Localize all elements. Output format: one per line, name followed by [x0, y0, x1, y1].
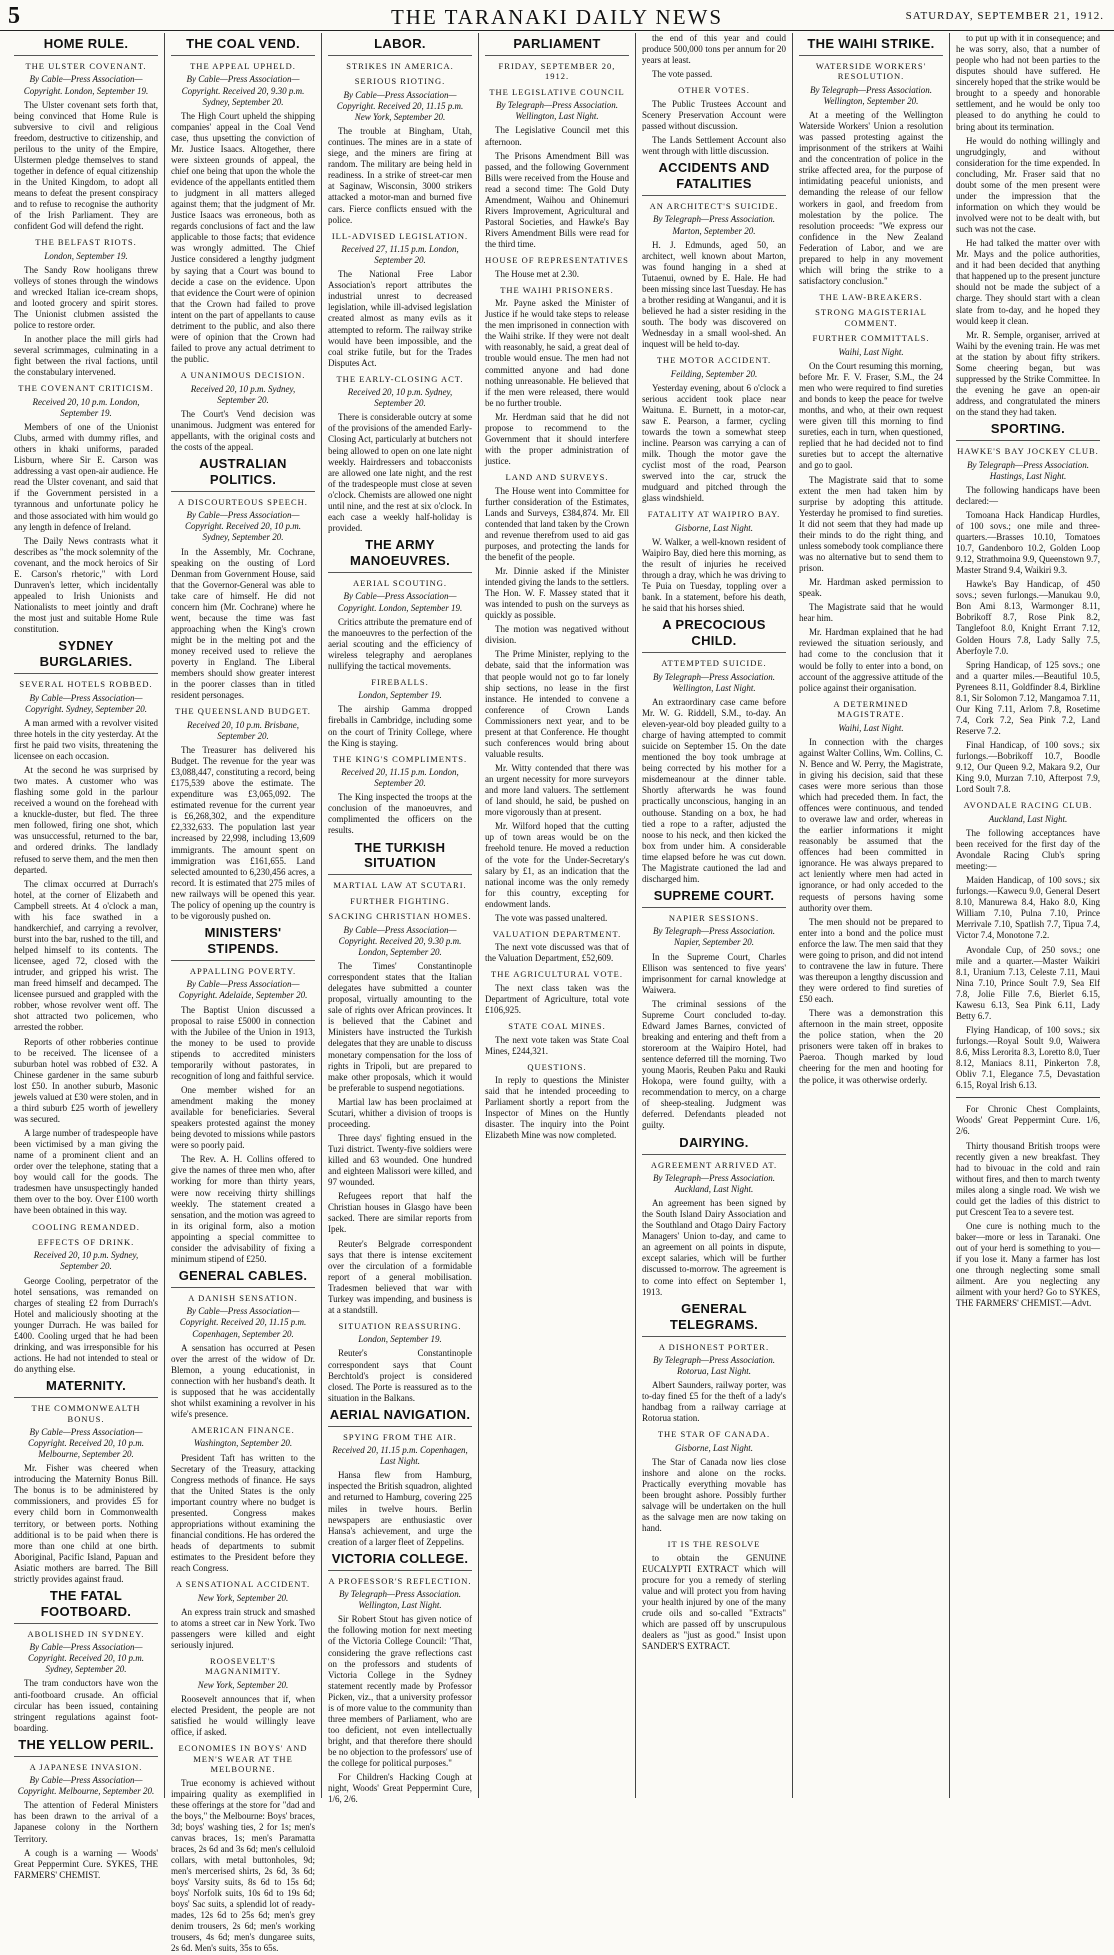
article-dateline: London, September 19. [358, 1334, 442, 1345]
page-number: 5 [8, 3, 20, 29]
article-paragraph: Yesterday evening, about 6 o'clock a serious accident took place near Waituna. E. Burnett, in a motor-car, saw E. Pearson, a farmer, cycling towards the town a somewhat steep incline. Pearson was carrying a can of milk. Though the motor gave the cyclist most of the road, Pearson swerved into the car, struck the mudguard and pitched through the glass windshield. [642, 382, 786, 504]
article-headline: GENERAL CABLES. [171, 1268, 315, 1288]
article-dateline: By Cable—Press Association—Copyright. Sydney, September 20. [25, 692, 147, 714]
article-subheading: SACKING CHRISTIAN HOMES. [328, 911, 472, 922]
article-paragraph: An extraordinary case came before Mr. W. G. Riddell, S.M., to-day. An eleven-year-old boy pleaded guilty to a charge of having attempted to commit suicide on September 15. On the date mentioned the boy took umbrage at being corrected by his mother for a misdemeanour at the dinner table. Shortly afterwards he was found practically unconscious, hanging in an outhouse. Standing on a box, he had tied a rope to a rafter, adjusted the noose to his neck, and then kicked the box from under him. A considerable time elapsed before he was cut down. The Magistrate cautioned the lad and discharged him. [642, 696, 786, 884]
article-paragraph: In the Assembly, Mr. Cochrane, speaking on the ousting of Lord Denman from Government House, said that the Governor-General was able to take care of himself. He did not concern him (Mr. Cochrane) where he went, because the time was fast approaching when the King's crown might be in the melting pot and the money received used to relieve the poverty in England. The Liberal members should show greater interest in the poorer classes than in titled resident personages. [171, 546, 315, 701]
article-subheading: SPYING FROM THE AIR. [343, 1431, 457, 1442]
article-paragraph: A man armed with a revolver visited three hotels in the city yesterday. At the first he paid two visits, threatening the licensee on each occasion. [14, 717, 158, 761]
article-headline: A PRECOCIOUS CHILD. [642, 617, 786, 653]
article-paragraph: to put up with it in consequence; and he was sorry, also, that a number of people who had not been parties to the disputes should have suffered. He sincerely hoped that the strike would be brought to a speedy and honorable settlement, and he would be only too pleased to do anything he could to bring about its termination. [956, 33, 1100, 132]
article-paragraph: The Lands Settlement Account also went through with little discussion. [642, 134, 786, 156]
article-headline: SYDNEY BURGLARIES. [14, 638, 158, 674]
article-dateline: Washington, September 20. [193, 1438, 293, 1449]
column-divider [956, 1097, 1100, 1098]
article-dateline: By Cable—Press Association—Copyright. Received 20, 10 p.m. Sydney, September 20. [28, 1642, 144, 1675]
column-4 [478, 33, 635, 1798]
article-subheading: THE STAR OF CANADA. [657, 1429, 771, 1440]
article-paragraph: Maiden Handicap, of 100 sovs.; six furlongs.—Kawecu 9.0, General Desert 8.10, Manurewa 8.4, Hako 8.0, King William 7.10, Pulna 7.10, Prince Merrivale 7.10, Spatlish 7.7, Tipua 7.4, Victor 7.4, Monotone 7.2. [956, 875, 1100, 941]
article-subheading: MARTIAL LAW AT SCUTARI. [333, 880, 467, 891]
article-paragraph: An agreement has been signed by the South Island Dairy Association and the Southland and Otago Dairy Factory Managers' Union to-day, and came to an agreement on all points in dispute, except salaries, which will be further discussed to-morrow. The agreement is to come into effect on September 1, 1913. [642, 1198, 786, 1297]
article-paragraph: The following acceptances have been received for the first day of the Avondale Racing Club's spring meeting:— [956, 827, 1100, 872]
article-subheading: AN ARCHITECT'S SUICIDE. [649, 200, 779, 211]
article-subheading: THE ULSTER COVENANT. [25, 60, 147, 71]
article-subheading: WATERSIDE WORKERS' RESOLUTION. [815, 60, 927, 82]
article-headline: DAIRYING. [642, 1135, 786, 1155]
article-subheading: THE MOTOR ACCIDENT. [656, 355, 772, 366]
article-paragraph: The criminal sessions of the Supreme Court concluded to-day. Edward James Barnes, convicted of breaking and entering and theft from a storeroom at the Waipiro Hotel, had sentence deferred till the morning. Two young Maoris, Reuben Paku and Rauki Hokopa, were found guilty, with a recommendation to mercy, on a charge of sheep-stealing. Judgment was deferred. Defendants pleaded not guilty. [642, 998, 786, 1131]
article-paragraph: An express train struck and smashed to atoms a street car in New York. Two passengers were killed and eight seriously injured. [171, 1606, 315, 1650]
article-paragraph: Hawke's Bay Handicap, of 450 sovs.; seven furlongs.—Manukau 9.0, Bon Ami 8.13, Warmonger 8.11, Bobrikoff 8.7, Rose Pink 8.2, Tanglefoot 8.0, Knight Errant 7.12, Golden Hours 7.8, Lady Sally 7.5, Aberfoyle 7.0. [956, 579, 1100, 656]
article-paragraph: Albert Saunders, railway porter, was to-day fined £5 for the theft of a lady's handbag from a railway carriage at Rotorua station. [642, 1380, 786, 1424]
article-subheading: HOUSE OF REPRESENTATIVES [485, 255, 629, 266]
article-paragraph: In reply to questions the Minister said that he intended proceeding to Parliament shortly a report from the Inspector of Mines on the Huntly disaster. The inquiry into the Point Elizabeth Mine was now completed. [485, 1075, 629, 1141]
article-paragraph: The Court's Vend decision was unanimous. Judgment was entered for appellants, with the original costs and the costs of the appeal. [171, 408, 315, 452]
newspaper-title: THE TARANAKI DAILY NEWS [390, 5, 724, 29]
article-paragraph: Roosevelt announces that if, when elected President, the people are not satisfied he would willingly leave office, if asked. [171, 1693, 315, 1738]
article-subheading: A JAPANESE INVASION. [29, 1761, 143, 1772]
article-paragraph: The Magistrate said that to some extent the men had taken him by surprise by adopting this attitude. Yesterday he promised to find sureties. It did not seem that they had made up their minds to do the right thing, and unless somebody took compliance there was no alternative but to send them to prison. [799, 474, 943, 574]
article-dateline: By Cable—Press Association—Copyright. Received 20, 10 p.m. Melbourne, September 20. [28, 1427, 144, 1460]
article-headline: THE TURKISH SITUATION [328, 840, 472, 876]
article-paragraph: At the second he was surprised by two mates. A customer who was flashing some gold in the parlour received a wound on the forehead with a knuckle-duster, but fled. The three men followed, firing one shot, which was unsuccessful, returned to the bar, and ordered drinks. The landlady refused to serve them, and the men then departed. [14, 765, 158, 875]
article-paragraph: The King inspected the troops at the conclusion of the manoeuvres, and complimented the officers on the results. [328, 792, 472, 836]
article-dateline: Auckland, Last Night. [988, 813, 1068, 824]
column-1 [8, 33, 164, 1880]
article-paragraph: There is considerable outcry at some of the provisions of the amended Early-Closing Act, particularly at butchers not being allowed to open on one late night weekly. Hairdressers and tobacconists are allowed one late night, and the rest of the tradespeople must close at seven o'clock. Chemists are allowed one night until nine, and the rest at six o'clock. In each case a weekly half-holiday is provided. [328, 412, 472, 533]
article-subheading: A DISHONEST PORTER. [658, 1341, 770, 1352]
article-paragraph: The following handicaps have been declared:— [956, 484, 1100, 506]
article-dateline: Gisborne, Last Night. [674, 522, 753, 533]
article-subheading: FIREBALLS. [371, 676, 429, 687]
article-headline: THE ARMY MANOEUVRES. [328, 537, 472, 573]
article-paragraph: He would do nothing willingly and ungrudgingly, and without consideration for the time expended. In concluding, Mr. Fraser said that no doubt some of the men present were under the impression that the information on which they would be involved were not to be dealt with, but such was not the case. [956, 135, 1100, 235]
article-paragraph: Three days' fighting ensued in the Tuzi district. Twenty-five soldiers were killed and 63 wounded. One hundred and eighteen Malissori were killed, and 97 wounded. [328, 1132, 472, 1188]
article-subheading: OTHER VOTES. [678, 85, 750, 96]
article-paragraph: The motion was negatived without division. [485, 624, 629, 646]
article-paragraph: The Prime Minister, replying to the debate, said that the information was that people would not go to far lonely ship sections, no lease in the first instance. He intended to convene a conference of Crown Lands Commissioners next year, and to be present at that Conference. He thought such conferences would bring about valuable results. [485, 649, 629, 759]
article-paragraph: He had talked the matter over with Mr. Mays and the police authorities, and it had been decided that anything that happened up to the present juncture should not be made the subject of a charge. They should start with a clean slate from to-day, and he hoped they would keep it clean. [956, 238, 1100, 326]
article-paragraph: The Treasurer has delivered his Budget. The revenue for the year was £3,088,447, constituting a record, being £175,539 above the estimate. The expenditure was £3,065,092. The estimated revenue for the current year is £6,268,302, and the expenditure £2,332,633. The population last year increased by 22,998, including 13,609 immigrants. The amount spent on immigration was £161,655. Land selected amounted to 6,230,456 acres, a record. It is estimated that 275 miles of new railways will be opened this year. The policy of opening up the country is to be vigorously pushed on. [171, 744, 315, 921]
article-paragraph: Mr. Hardman explained that he had reviewed the situation seriously, and had come to the conclusion that it would be folly to enter into a bond, on account of the aggressive attitude of the police against their organisation. [799, 627, 943, 693]
article-subheading: THE BELFAST RIOTS. [35, 237, 137, 248]
article-dateline: Feilding, September 20. [670, 368, 758, 379]
article-subheading: FURTHER COMMITTALS. [812, 333, 930, 344]
article-dateline: New York, September 20. [197, 1679, 289, 1690]
article-paragraph: Sir Robert Stout has given notice of the following motion for next meeting of the Victoria College Council: "That, considering the grave reflections cast on the professors and students of Victoria College in the Sydney statement recently made by Professor Picken, viz., that a university professor is of more value to the community than three members of Parliament, who are too deficient, not even intellectually bright, and that therefore there should be no objection to the professors' use of the college for political purposes." [328, 1614, 472, 1769]
article-subheading: THE KING'S COMPLIMENTS. [332, 753, 468, 764]
article-dateline: By Telegraph—Press Association. Wellington, Last Night. [496, 100, 618, 122]
article-dateline: By Telegraph—Press Association. Wellington, Last Night. [339, 1589, 461, 1611]
article-paragraph: For Chronic Chest Complaints, Woods' Great Peppermint Cure. 1/6, 2/6. [956, 1104, 1100, 1137]
article-paragraph: In the Supreme Court, Charles Ellison was sentenced to five years' imprisonment for carnal knowledge at Waiwera. [642, 951, 786, 995]
issue-date: SATURDAY, SEPTEMBER 21, 1912. [905, 10, 1104, 22]
article-paragraph: The Sandy Row hooligans threw volleys of stones through the windows and wrecked Italian ice-cream shops, and looted grocery and spirit stores. The Unionist clubmen assisted the police to restore order. [14, 264, 158, 331]
article-subheading: THE APPEAL UPHELD. [190, 60, 296, 71]
article-paragraph: There was a demonstration this afternoon in the main street, opposite the police station, when the 20 prisoners were taken off in brakes to Paeroa. Though marked by loud cheering for the men and hooting for the police, it was otherwise orderly. [799, 1008, 943, 1085]
article-paragraph: Thirty thousand British troops were recently given a new breakfast. They had to bivouac in the cold and rain without fires, and then to march twenty miles along a single road. We wish we could get the ladies of this district to put Crescent Tea to a severe test. [956, 1140, 1100, 1217]
article-headline: MATERNITY. [14, 1378, 158, 1398]
article-dateline: By Telegraph—Press Association. Hastings, Last Night. [967, 459, 1089, 481]
article-headline: GENERAL TELEGRAMS. [642, 1301, 786, 1337]
article-paragraph: The Public Trustees Account and Scenery Preservation Account were passed without discussion. [642, 98, 786, 131]
article-paragraph: The Daily News contrasts what it describes as "the mock solemnity of the covenant, and the mock heroics of Sir E. Carson's rhetoric," with Lord Dunraven's letter, which incidentally appealed to Irish Unionists and Nationalists to meet jointly and draft the most just and suitable Home Rule constitution. [14, 535, 158, 635]
article-paragraph: Spring Handicap, of 125 sovs.; one and a quarter miles.—Beautiful 10.5, Pyrenees 8.11, Goldfinder 8.4, Birkline 8.1, Sir Solomon 7.12, Mangamoa 7.11, Our King 7.11, Arlom 7.8, Rosetime 7.4, Cork 7.2, Sea Pink 7.2, Land Reserve 7.2. [956, 659, 1100, 736]
article-subheading: ROOSEVELT'S MAGNANIMITY. [205, 1655, 281, 1677]
article-subheading: LAND AND SURVEYS. [505, 472, 609, 483]
article-subheading: THE WAIHI PRISONERS. [500, 284, 614, 295]
article-subheading: THE COMMONWEALTH BONUS. [31, 1403, 141, 1424]
article-paragraph: Mr. Herdman said that he did not propose to recommend to the Government that it should interfere with the proper administration of justice. [485, 411, 629, 466]
article-subheading: AGREEMENT ARRIVED AT. [650, 1159, 778, 1170]
article-paragraph: The next vote taken was State Coal Mines, £244,321. [485, 1034, 629, 1056]
article-subheading: FURTHER FIGHTING. [350, 895, 450, 906]
article-paragraph: Hansa flew from Hamburg, inspected the British squadron, alighted and returned to Hamburg, covering 225 miles in twelve hours. Berlin newspapers are enthusiastic over Hansa's achievement, and urge the creation of a larger fleet of Zeppelins. [328, 1470, 472, 1547]
article-dateline: Received 20, 10 p.m. Sydney, September 20. [347, 387, 453, 409]
article-paragraph: Mr. R. Semple, organiser, arrived at Waihi by the evening train. He was met at the station by about fifty strikers. Some cheering began, but was suppressed by the Strike Committee. In the evening he gave an open-air address, and congratulated the miners on the stand they had taken. [956, 329, 1100, 418]
article-paragraph: The Legislative Council met this afternoon. [485, 125, 629, 147]
article-paragraph: The vote passed. [652, 69, 713, 80]
article-dateline: By Telegraph—Press Association. Rotorua, Last Night. [653, 1355, 775, 1377]
article-subheading: AMERICAN FINANCE. [191, 1425, 295, 1435]
article-subheading: THE LAW-BREAKERS. [819, 292, 923, 303]
article-subheading: A DANISH SENSATION. [188, 1292, 298, 1303]
article-paragraph: The Baptist Union discussed a proposal to raise £5000 in connection with the Jubilee of the Union in 1913, the money to be used to provide stipends to accredited ministers temporarily without pastorates, in recognition of long and faithful service. [171, 1004, 315, 1081]
article-paragraph: The National Free Labor Association's report attributes the industrial unrest to decreased legislation, while ill-advised legislation created almost as many evils as it attempted to reform. The railway strike would have been impossible, and the coal strike futile, but for the Trades Disputes Act. [328, 269, 472, 368]
article-dateline: By Telegraph—Press Association. Marton, September 20. [653, 214, 775, 236]
article-subheading: SITUATION REASSURING. [338, 1320, 462, 1331]
article-subheading: EFFECTS OF DRINK. [37, 1236, 135, 1247]
article-paragraph: The Rev. A. H. Collins offered to give the names of three men who, after working for more than thirty years, were now receiving thirty shillings weekly. The statement created a sensation, and the motion was agreed to in its original form, also a motion appointing a special committee to consider the advisability of fixing a minimum stipend of £250. [171, 1154, 315, 1264]
article-subheading: THE EARLY-CLOSING ACT. [336, 373, 464, 384]
article-dateline: London, September 19. [358, 690, 442, 701]
article-dateline: By Cable—Press Association—Copyright. Melbourne, September 20. [17, 1775, 155, 1797]
article-paragraph: Reuter's Constantinople correspondent says that Count Berchtold's project is considered closed. The Porte is reassured as to the situation in the Balkans. [328, 1348, 472, 1403]
article-paragraph: Reports of other robberies continue to be received. The licensee of a suburban hotel was robbed of £32. A Chinese gardener in the same suburb lost £50. In another suburb, Masonic jewels valued at £30 were stolen, and in a third suburb £25 worth of jewellery was secured. [14, 1036, 158, 1124]
article-headline: THE COAL VEND. [171, 36, 315, 56]
article-paragraph: The vote was passed unaltered. [495, 912, 608, 923]
article-dateline: London, September 19. [44, 250, 128, 261]
article-subheading: IT IS THE RESOLVE [667, 1539, 761, 1550]
article-paragraph: The High Court upheld the shipping companies' appeal in the Coal Vend case, thus upsetting the conviction of Mr. Justice Isaacs. Altogether, there were sixteen grounds of appeal, the chief one being that upon the whole the evidence of the appellants entitled them to judgment in all matters alleged against them; that the judgment of Mr. Justice Isaacs was erroneous, both as regards conclusions of fact and the law applicable to those facts; that evidence was wrongly admitted. The Chief Justice considered a lengthy judgment by saying that a Court was bound to decide a case on the evidence. Upon that evidence the Court were of opinion that the Crown had failed to prove intent on the part of appellants to cause detriment to the public, and also there were of opinion that the Crown had failed to prove any actual detriment to the public. [171, 110, 315, 364]
article-paragraph: George Cooling, perpetrator of the hotel sensations, was remanded on charges of stealing £2 from Durrach's Hotel and maliciously shooting at the younger Durrach. He was bailed for £400. Cooling urged that he had been drinking, and was irresponsible for his actions. He had not intended to steal or do anything else. [14, 1275, 158, 1375]
article-headline: HOME RULE. [14, 36, 158, 56]
article-dateline: By Telegraph—Press Association. Wellington, September 20. [810, 84, 932, 106]
article-paragraph: H. J. Edmunds, aged 50, an architect, well known about Marton, was found hanging in a shed at Tutaenui, owned by E. Hale. He had been missing since last Tuesday. He has a brother residing at Wanganui, and it is believed he had a sister residing in the south. The body was discovered on Wednesday in a small wool-shed. An inquest will be held to-day. [642, 239, 786, 350]
article-paragraph: The next class taken was the Department of Agriculture, total vote £106,925. [485, 982, 629, 1016]
article-subheading: COOLING REMANDED. [32, 1221, 140, 1232]
article-paragraph: The Star of Canada now lies close inshore and alone on the rocks. Practically everything movable has been brought ashore. Possibly further salvage will be undertaken on the hull as the salvage men are now taking on hand. [642, 1456, 786, 1534]
article-subheading: HAWKE'S BAY JOCKEY CLUB. [957, 446, 1099, 457]
article-subheading: A DETERMINED MAGISTRATE. [833, 698, 909, 720]
article-dateline: By Cable—Press Association—Copyright. Received 20, 9.30 p.m. Sydney, September 20. [181, 74, 305, 107]
article-subheading: VALUATION DEPARTMENT. [492, 928, 622, 939]
article-subheading: STRIKES IN AMERICA. [346, 60, 454, 71]
article-paragraph: Martial law has been proclaimed at Scutari, whither a division of troops is proceeding. [328, 1096, 472, 1129]
article-subheading: THE LEGISLATIVE COUNCIL [489, 86, 625, 97]
article-dateline: Gisborne, Last Night. [674, 1442, 753, 1453]
article-paragraph: At a meeting of the Wellington Waterside Workers' Union a resolution was passed protesting against the imprisonment of the strikers at Waihi and the concentration of police in the strike affected area, for the purpose of intimidating peaceful unionists, and demanding the release of our fellow workers in gaol, and freedom from molestation by the police. The resolution proceeds: "We express our confidence in the New Zealand Federation of Labor, and we are prepared to help in any movement which will bring the strike to a satisfactory conclusion." [799, 110, 943, 286]
article-dateline: By Telegraph—Press Association. Wellington, Last Night. [653, 671, 775, 693]
article-subheading: QUESTIONS. [527, 1061, 587, 1072]
article-dateline: Received 27, 11.15 p.m. London, September 20. [341, 244, 459, 266]
article-headline: THE WAIHI STRIKE. [799, 36, 943, 56]
article-dateline: By Cable—Press Association—Copyright. Received 20, 11.15 p.m. New York, September 20. [336, 89, 464, 123]
article-paragraph: President Taft has written to the Secretary of the Treasury, attacking Congress methods of finance. He says that the United States is the only important country where no budget is presented. Congress makes appropriations without examining the financial conditions. He has ordered the heads of departments to submit estimates to the President before they reach Congress. [171, 1452, 315, 1574]
article-paragraph: The House went into Committee for further consideration of the Estimates, Lands and Surveys, £384,874. Mr. Ell contended that land taken by the Crown and revenue therefrom used to aid gas purposes, and protecting the lands for the benefit of the people. [485, 485, 629, 562]
article-paragraph: In connection with the charges against Walter Collins, Wm. Collins, C. N. Bence and W. Perry, the Magistrate, in giving his decision, said that these cases were more serious than those which had preceded them. In fact, the offences were continuous, and tended to overawe law and order, whereas in the earlier informations it might reasonably be assumed that the offences had been committed in ignorance. He was always prepared to act leniently where men had acted in ignorance, or had only acceded to the requests of persons having some authority over them. [799, 736, 943, 913]
article-paragraph: Flying Handicap, of 100 sovs.; six furlongs.—Royal Soult 9.0, Waiwera 8.6, Miss Lerorita 8.3, Loretto 8.0, Tuer 8.12, Maniacs 8.11, Pinkerton 7.8, Obliv 7.1, Elegance 7.5, Devastation 6.15, Royal Irish 6.13. [956, 1024, 1100, 1091]
article-subheading: ABOLISHED IN SYDNEY. [27, 1628, 145, 1639]
article-paragraph: One member wished for an amendment making the money available for beneficiaries. Several speakers protested against the money being devoted to missions while pastors were so poorly paid. [171, 1084, 315, 1151]
article-paragraph: Reuter's Belgrade correspondent says that there is intense excitement over the circulation of a formidable report of a general mobilisation. Tradesmen believed that war with Turkey was impending, and business is at a standstill. [328, 1238, 472, 1315]
article-subheading: THE AGRICULTURAL VOTE. [491, 969, 623, 980]
column-7 [949, 33, 1106, 1798]
article-dateline: By Cable—Press Association—Copyright. London, September 19. [23, 74, 149, 96]
article-subheading: FRIDAY, SEPTEMBER 20, 1912. [498, 60, 616, 82]
article-paragraph: A cough is a warning — Woods' Great Peppermint Cure. SYKES, THE FARMERS' CHEMIST. [14, 1847, 158, 1880]
article-subheading: ECONOMIES IN BOYS' AND MEN'S WEAR AT THE MELBOURNE. [178, 1743, 308, 1775]
article-paragraph: One cure is nothing much to the baker—more or less in Taranaki. One out of your herd is something to you—if you lose it. Many a farmer has lost one through neglecting some small ailment. Are you neglecting any ailment with your herd? Go to SYKES, THE FARMERS' CHEMIST.—Advt. [956, 1220, 1100, 1309]
column-3 [321, 33, 478, 1805]
article-paragraph: A large number of tradespeople have been victimised by a man giving the name of a prominent client and an order over the telephone, stating that a boy would call for the goods. The tradesmen have unsuspectingly handed them over to the boy. Over £100 worth have been obtained in this way. [14, 1128, 158, 1216]
article-headline: SUPREME COURT. [642, 888, 786, 908]
article-dateline: Received 20, 10 p.m. Brisbane, September 20. [187, 719, 299, 741]
article-headline: AUSTRALIAN POLITICS. [171, 456, 315, 492]
article-subheading: AERIAL SCOUTING. [352, 578, 448, 589]
article-paragraph: The Magistrate said that he would hear him. [799, 602, 943, 624]
article-subheading: STRONG MAGISTERIAL COMMENT. [815, 307, 927, 328]
article-paragraph: The Ulster covenant sets forth that, being convinced that Home Rule is subversive to civil and religious freedom, destructive to citizenship, and perilous to the unity of the Empire, Ulstermen pledge themselves to stand together in defence of equal citizenship in the United Kingdom, to adopt all means to defeat the present conspiracy and to refuse to recognise the authority of the Irish Parliament. They are confident God will defend the right. [14, 99, 158, 232]
article-paragraph: The next vote discussed was that of the Valuation Department, £52,609. [485, 942, 629, 964]
article-paragraph: The airship Gamma dropped fireballs in Cambridge, including some on the court of Trinity College, where the King is staying. [328, 704, 472, 748]
article-paragraph: The tram conductors have won the anti-footboard crusade. An official circular has been issued, containing stringent regulations against foot-boarding. [14, 1678, 158, 1733]
column-5 [635, 33, 792, 1798]
article-dateline: Received 20, 10 p.m. Sydney, September 20. [190, 383, 296, 405]
article-subheading: APPALLING POVERTY. [189, 965, 297, 976]
article-paragraph: to obtain the GENUINE EUCALYPTI EXTRACT which will procure for you a remedy of sterling value and will protect you from having your health injured by one of the many crude oils and so-called "Extracts" which are passed off by unscrupulous dealers as "just as good." Insist upon SANDER'S EXTRACT. [642, 1552, 786, 1652]
article-paragraph: In another place the mill girls had several scrimmages, culminating in a fight between the rival factions, until the constabulary intervened. [14, 334, 158, 378]
article-paragraph: For Children's Hacking Cough at night, Woods' Great Peppermint Cure, 1/6, 2/6. [328, 1772, 472, 1805]
article-paragraph: A sensation has occurred at Pesen over the arrest of the widow of Dr. Blemon, a young educationist, in connection with her husband's death. It is supposed that he was accidentally shot whilst examining a revolver in his wife's presence. [171, 1342, 315, 1419]
article-dateline: By Cable—Press Association—Copyright. Received 20, 9.30 p.m. London, September 20. [338, 924, 462, 957]
article-paragraph: Refugees report that half the Christian houses in Glasgo have been sacked. There are similar reports from Ipek. [328, 1191, 472, 1235]
article-subheading: THE QUEENSLAND BUDGET. [175, 706, 311, 717]
article-dateline: By Telegraph—Press Association. Auckland, Last Night. [653, 1172, 775, 1195]
article-paragraph: The Times' Constantinople correspondent states that the Italian delegates have submitted a counter proposal, virtually amounting to the sale of rights over African provinces. It is believed that the Cabinet and Ministers have instructed the Turkish delegates that they are unable to discuss monetary compensation for the loss of rights in Tripoli, but are prepared to make other proposals, which it would be preferable to suspend negotiations. [328, 961, 472, 1093]
article-paragraph: The attention of Federal Ministers has been drawn to the arrival of a Japanese colony in the Northern Territory. [14, 1800, 158, 1844]
article-paragraph: W. Walker, a well-known resident of Waipiro Bay, died here this morning, as the result of injuries he received through a dray, which he was driving to Te Puia on Tuesday, toppling over a bank. In a statement, before his death, he said that his horses shied. [642, 536, 786, 614]
article-dateline: By Cable—Press Association—Copyright. Received 20, 11.15 p.m. Copenhagen, September 20. [179, 1306, 307, 1339]
masthead [0, 0, 1114, 31]
article-headline: SPORTING. [956, 421, 1100, 441]
article-dateline: New York, September 20. [197, 1592, 289, 1603]
article-subheading: THE COVENANT CRITICISM. [18, 383, 154, 394]
article-paragraph: True economy is achieved without impairing quality as exemplified in these offerings at the store for "dad and the boys," the Melbourne: Boys' braces, 3d; boys' washing ties, 2 for 1s; men's canvas braces, 1s; men's Paramatta braces, 2s 6d and 3s 6d; men's celluloid collars, with metal buttonholes, 9d; men's mercerised shirts, 2s 6d, 3s 6d; boys' Varsity suits, 8s 6d to 15s 6d; boys' Norfolk suits, 10s 6d to 19s 6d; boys' Sac suits, a splendid lot of ready-mades, 12s 6d to 25s 6d; men's grey denim trousers, 2s 6d; men's working trousers, 4s 6d; men's dungaree suits, 2s 6d. Men's suits, 35s to 65s. [171, 1777, 315, 1954]
column-2 [164, 33, 321, 1954]
article-dateline: Received 20, 11.15 p.m. London, September 20. [341, 767, 459, 789]
article-paragraph: The House met at 2.30. [495, 268, 579, 279]
article-dateline: Waihi, Last Night. [838, 722, 904, 733]
article-subheading: AVONDALE RACING CLUB. [963, 800, 1093, 811]
article-paragraph: The men should not be prepared to enter into a bond and the police must enforce the law. The men said that they were going to prison, and did not intend to contravene the law in future. There was thereupon a lengthy discussion and they were ordered to find sureties of £50 each. [799, 916, 943, 1005]
article-headline: MINISTERS' STIPENDS. [171, 925, 315, 961]
article-subheading: SEVERAL HOTELS ROBBED. [19, 679, 153, 690]
article-paragraph: On the Court resuming this morning, before Mr. F. V. Fraser, S.M., the 24 men who were required to find sureties and bonds to keep the peace for twelve months, and who, at their own request were given till this morning to find sureties, each in turn, when questioned, replied that he had decided not to find sureties but to accept the alternative and go to gaol. [799, 360, 943, 471]
article-paragraph: Mr. Payne asked the Minister of Justice if he would take steps to release the men imprisoned in connection with the Waihi strike. If they were not dealt with reasonably, he said, a great deal of trouble would ensue. The men had not committed anyone and had done nothing unreasonable. He believed that if the men were released, there would be no further trouble. [485, 298, 629, 408]
article-paragraph: Critics attribute the premature end of the manoeuvres to the perfection of the aerial scouting and the efficiency of wireless telegraphy and aeroplanes nullifying the tactical movements. [328, 616, 472, 671]
article-dateline: By Telegraph—Press Association. Napier, September 20. [653, 926, 775, 948]
article-paragraph: Mr. Dinnie asked if the Minister intended giving the lands to the settlers. The Hon. W. F. Massey stated that it was intended to push on the surveys as quickly as possible. [485, 565, 629, 621]
article-headline: VICTORIA COLLEGE. [328, 1551, 472, 1571]
article-paragraph: Mr. Witty contended that there was an urgent necessity for more surveyors and more land valuers. The settlement of land should, he said, be pushed on more vigorously than at present. [485, 763, 629, 818]
article-dateline: By Cable—Press Association—Copyright. Received 20, 10 p.m. Sydney, September 20. [185, 510, 301, 543]
article-paragraph: Mr. Hardman asked permission to speak. [799, 577, 943, 599]
article-subheading: ATTEMPTED SUICIDE. [661, 658, 767, 669]
article-headline: PARLIAMENT [485, 36, 629, 56]
article-dateline: By Cable—Press Association—Copyright. Adelaide, September 20. [178, 979, 308, 1001]
article-subheading: ILL-ADVISED LEGISLATION. [331, 230, 469, 241]
article-paragraph: Mr. Fisher was cheered when introducing the Maternity Bonus Bill. The bonus is to be administered by commissioners, and provides £5 for every child born in Commonwealth territory, or between ports. Nothing additional is to be paid when there is more than one child at one birth. Aboriginal, Pacific Island, Papuan and Asiatic mothers are barred. The Bill strictly provides against fraud. [14, 1463, 158, 1584]
article-paragraph: Avondale Cup, of 250 sovs.; one mile and a quarter.—Master Waikiri 8.1, Uranium 7.13, Celeste 7.11, Maui Nina 7.10, Prince Soult 7.9, Sea Elf 7.8, Jolie Fille 7.6, Bierlet 6.15, Kawesu 6.13, Sea Pink 6.11, Lady Betty 6.7. [956, 944, 1100, 1021]
article-headline: LABOR. [328, 36, 472, 56]
article-headline: THE FATAL FOOTBOARD. [14, 1588, 158, 1624]
article-subheading: FATALITY AT WAIPIRO BAY. [647, 509, 781, 520]
article-dateline: Received 20, 10 p.m. Sydney, September 20. [33, 1250, 139, 1272]
article-subheading: A PROFESSOR'S REFLECTION. [328, 1575, 472, 1586]
article-headline: ACCIDENTS AND FATALITIES [642, 160, 786, 196]
article-paragraph: The Prisons Amendment Bill was passed, and the following Government Bills were received from the House and read a second time: The Gold Duty Amendment, Waihou and Ohinemuri Rivers Improvement, Agricultural and Pastoral Societies, and Hawke's Bay Rivers Amendment Bills were read for the third time. [485, 150, 629, 250]
article-dateline: Received 20, 10 p.m. London, September 19. [32, 396, 140, 418]
article-dateline: Waihi, Last Night. [838, 346, 904, 357]
article-dateline: By Cable—Press Association—Copyright. London, September 19. [337, 591, 463, 613]
article-paragraph: Final Handicap, of 100 sovs.; six furlongs.—Bobrikoff 10.7, Boodle 9.12, Our Queen 9.2, Makara 9.2, Our King 9.0, Murzan 7.10, Afterpost 7.9, Lord Soult 7.8. [956, 740, 1100, 795]
article-subheading: SERIOUS RIOTING. [354, 76, 446, 87]
article-subheading: NAPIER SESSIONS. [668, 912, 760, 923]
article-subheading: A UNANIMOUS DECISION. [180, 370, 306, 381]
article-paragraph: Members of one of the Unionist Clubs, armed with dummy rifles, and others in khaki uniforms, paraded Lisburn, where Sir E. Carson was addressing a vast open-air audience. He read the Ulster covenant, and said that if the Government persisted in a tyrannous and unfortunate policy he and those associated with him would go any length in defence of Ireland. [14, 422, 158, 532]
article-paragraph: Mr. Wilford hoped that the cutting up of town areas would be on the freehold tenure. He moved a reduction of the vote for the Under-Secretary's salary by £1, as an indication that the national income was the only remedy for this country, excepting for endowment lands. [485, 821, 629, 909]
article-subheading: A SENSATIONAL ACCIDENT. [175, 1579, 311, 1590]
article-paragraph: the end of this year and could produce 500,000 tons per annum for 20 years at least. [642, 33, 786, 66]
article-headline: THE YELLOW PERIL. [14, 1737, 158, 1757]
article-dateline: Received 20, 11.15 p.m. Copenhagen, Last Night. [332, 1445, 468, 1467]
article-subheading: A DISCOURTEOUS SPEECH. [178, 496, 308, 507]
columns-container [8, 33, 1106, 1954]
article-paragraph: Tomoana Hack Handicap Hurdles, of 100 sovs.; one mile and three-quarters.—Brasses 10.10, Tomatoes 10.7, Gandenboro 10.2, Golden Loop 9.12, Strathmoina 9.9, Queenstown 9.7, Master Strand 9.4, Waikiri 9.3. [956, 509, 1100, 576]
article-paragraph: The climax occurred at Durrach's hotel, at the corner of Elizabeth and Campbell streets. At 4 o'clock a man, with his face swathed in a handkerchief, and carrying a revolver, burst into the bar, rushed to the till, and helped himself to its contents. The licensee, aged 72, closed with the intruder, and gripped his wrist. The man freed himself and decamped. The licensee pursued and grappled with the robber, whose revolver went off. The shot attracted two policemen, who arrested the robber. [14, 878, 158, 1033]
column-6 [792, 33, 949, 1798]
article-subheading: STATE COAL MINES. [508, 1021, 606, 1032]
article-paragraph: The trouble at Bingham, Utah, continues. The mines are in a state of siege, and the miners are firing at random. The military are being held in readiness. In a strike of street-car men at Saginaw, Wisconsin, 3000 strikers attacked a motor-man and burned five cars. Fierce conflicts ensued with the police. [328, 126, 472, 225]
article-headline: AERIAL NAVIGATION. [328, 1407, 472, 1427]
